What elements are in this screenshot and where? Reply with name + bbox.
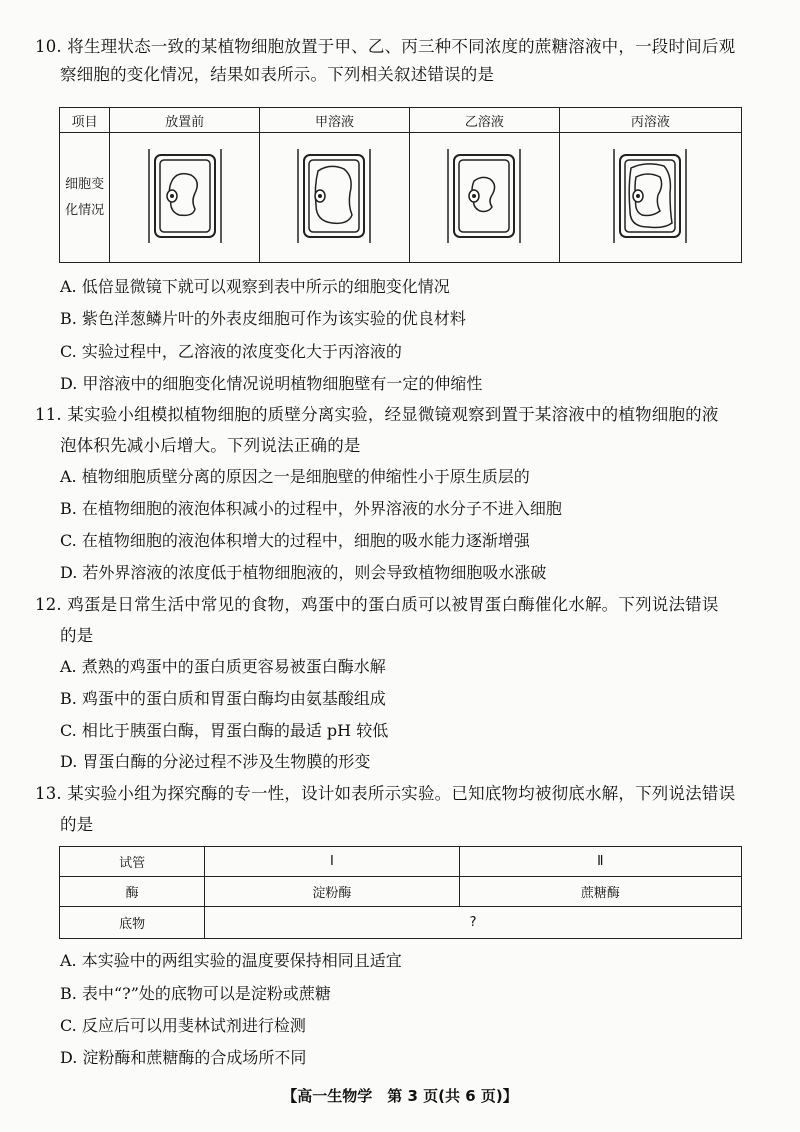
q13-option-d: D. 淀粉酶和蔗糖酶的合成场所不同 bbox=[60, 1048, 307, 1067]
q10-header-bing: 丙溶液 bbox=[559, 108, 741, 133]
q13-cell-sucrase: 蔗糖酶 bbox=[459, 877, 741, 907]
q10-header-yi: 乙溶液 bbox=[409, 108, 559, 133]
cell-diagram-jia bbox=[284, 141, 384, 251]
q13-cell-tube-1: Ⅰ bbox=[205, 847, 459, 877]
q10-stem-line1: 10. 将生理状态一致的某植物细胞放置于甲、乙、丙三种不同浓度的蔗糖溶液中，一段时间后观 bbox=[35, 37, 736, 56]
q10-table bbox=[59, 107, 742, 263]
q10-header-jia: 甲溶液 bbox=[260, 108, 410, 133]
q13-option-a: A. 本实验中的两组实验的温度要保持相同且适宜 bbox=[60, 951, 402, 970]
q10-row-label-line2: 化情况 bbox=[65, 202, 105, 218]
q11-option-a: A. 植物细胞质壁分离的原因之一是细胞壁的伸缩性小于原生质层的 bbox=[60, 467, 530, 486]
q12-option-a: A. 煮熟的鸡蛋中的蛋白质更容易被蛋白酶水解 bbox=[60, 657, 386, 676]
q10-option-d: D. 甲溶液中的细胞变化情况说明植物细胞壁有一定的伸缩性 bbox=[60, 374, 483, 393]
q13-stem-line1: 13. 某实验小组为探究酶的专一性，设计如表所示实验。已知底物均被彻底水解，下列说法错误 bbox=[35, 784, 736, 803]
q11-stem-line1: 11. 某实验小组模拟植物细胞的质壁分离实验，经显微镜观察到置于某溶液中的植物细胞的液 bbox=[35, 405, 719, 424]
q13-option-c: C. 反应后可以用斐林试剂进行检测 bbox=[60, 1016, 306, 1035]
q13-cell-enzyme-label: 酶 bbox=[60, 877, 205, 907]
q11-option-b: B. 在植物细胞的液泡体积减小的过程中，外界溶液的水分子不进入细胞 bbox=[60, 499, 562, 518]
q11-option-c: C. 在植物细胞的液泡体积增大的过程中，细胞的吸水能力逐渐增强 bbox=[60, 531, 530, 550]
q10-row-label-line1: 细胞变 bbox=[65, 176, 105, 192]
q10-header-item: 项目 bbox=[60, 108, 110, 133]
q13-cell-tube-2: Ⅱ bbox=[459, 847, 741, 877]
page-footer: 【高一生物学 第 3 页(共 6 页)】 bbox=[282, 1087, 518, 1105]
cell-diagram-before bbox=[135, 141, 235, 251]
cell-bing bbox=[559, 133, 741, 263]
cell-jia bbox=[260, 133, 410, 263]
cell-diagram-yi bbox=[434, 141, 534, 251]
q13-stem-line2: 的是 bbox=[60, 815, 94, 834]
q10-option-a: A. 低倍显微镜下就可以观察到表中所示的细胞变化情况 bbox=[60, 277, 450, 296]
q10-option-b: B. 紫色洋葱鳞片叶的外表皮细胞可作为该实验的优良材料 bbox=[60, 309, 466, 328]
q10-option-c: C. 实验过程中，乙溶液的浓度变化大于丙溶液的 bbox=[60, 342, 402, 361]
q12-stem-line2: 的是 bbox=[60, 626, 94, 645]
q13-cell-substrate-label: 底物 bbox=[60, 907, 205, 939]
q10-header-before: 放置前 bbox=[110, 108, 260, 133]
q10-row-label bbox=[60, 133, 110, 263]
q10-stem-line2: 察细胞的变化情况，结果如表所示。下列相关叙述错误的是 bbox=[60, 65, 495, 84]
q12-option-b: B. 鸡蛋中的蛋白质和胃蛋白酶均由氨基酸组成 bbox=[60, 689, 386, 708]
q11-stem-line2: 泡体积先减小后增大。下列说法正确的是 bbox=[60, 436, 361, 455]
cell-diagram-bing bbox=[600, 141, 700, 251]
cell-before bbox=[110, 133, 260, 263]
q13-cell-substrate-value: ? bbox=[205, 907, 742, 939]
q12-option-d: D. 胃蛋白酶的分泌过程不涉及生物膜的形变 bbox=[60, 752, 371, 771]
q11-option-d: D. 若外界溶液的浓度低于植物细胞液的，则会导致植物细胞吸水涨破 bbox=[60, 563, 547, 582]
q13-cell-tube-label: 试管 bbox=[60, 847, 205, 877]
q13-table bbox=[59, 846, 742, 939]
q12-stem-line1: 12. 鸡蛋是日常生活中常见的食物，鸡蛋中的蛋白质可以被胃蛋白酶催化水解。下列说法错误 bbox=[35, 595, 719, 614]
cell-yi bbox=[409, 133, 559, 263]
q13-cell-amylase: 淀粉酶 bbox=[205, 877, 459, 907]
q12-option-c: C. 相比于胰蛋白酶，胃蛋白酶的最适 pH 较低 bbox=[60, 721, 389, 740]
q13-option-b: B. 表中“?”处的底物可以是淀粉或蔗糖 bbox=[60, 984, 331, 1003]
